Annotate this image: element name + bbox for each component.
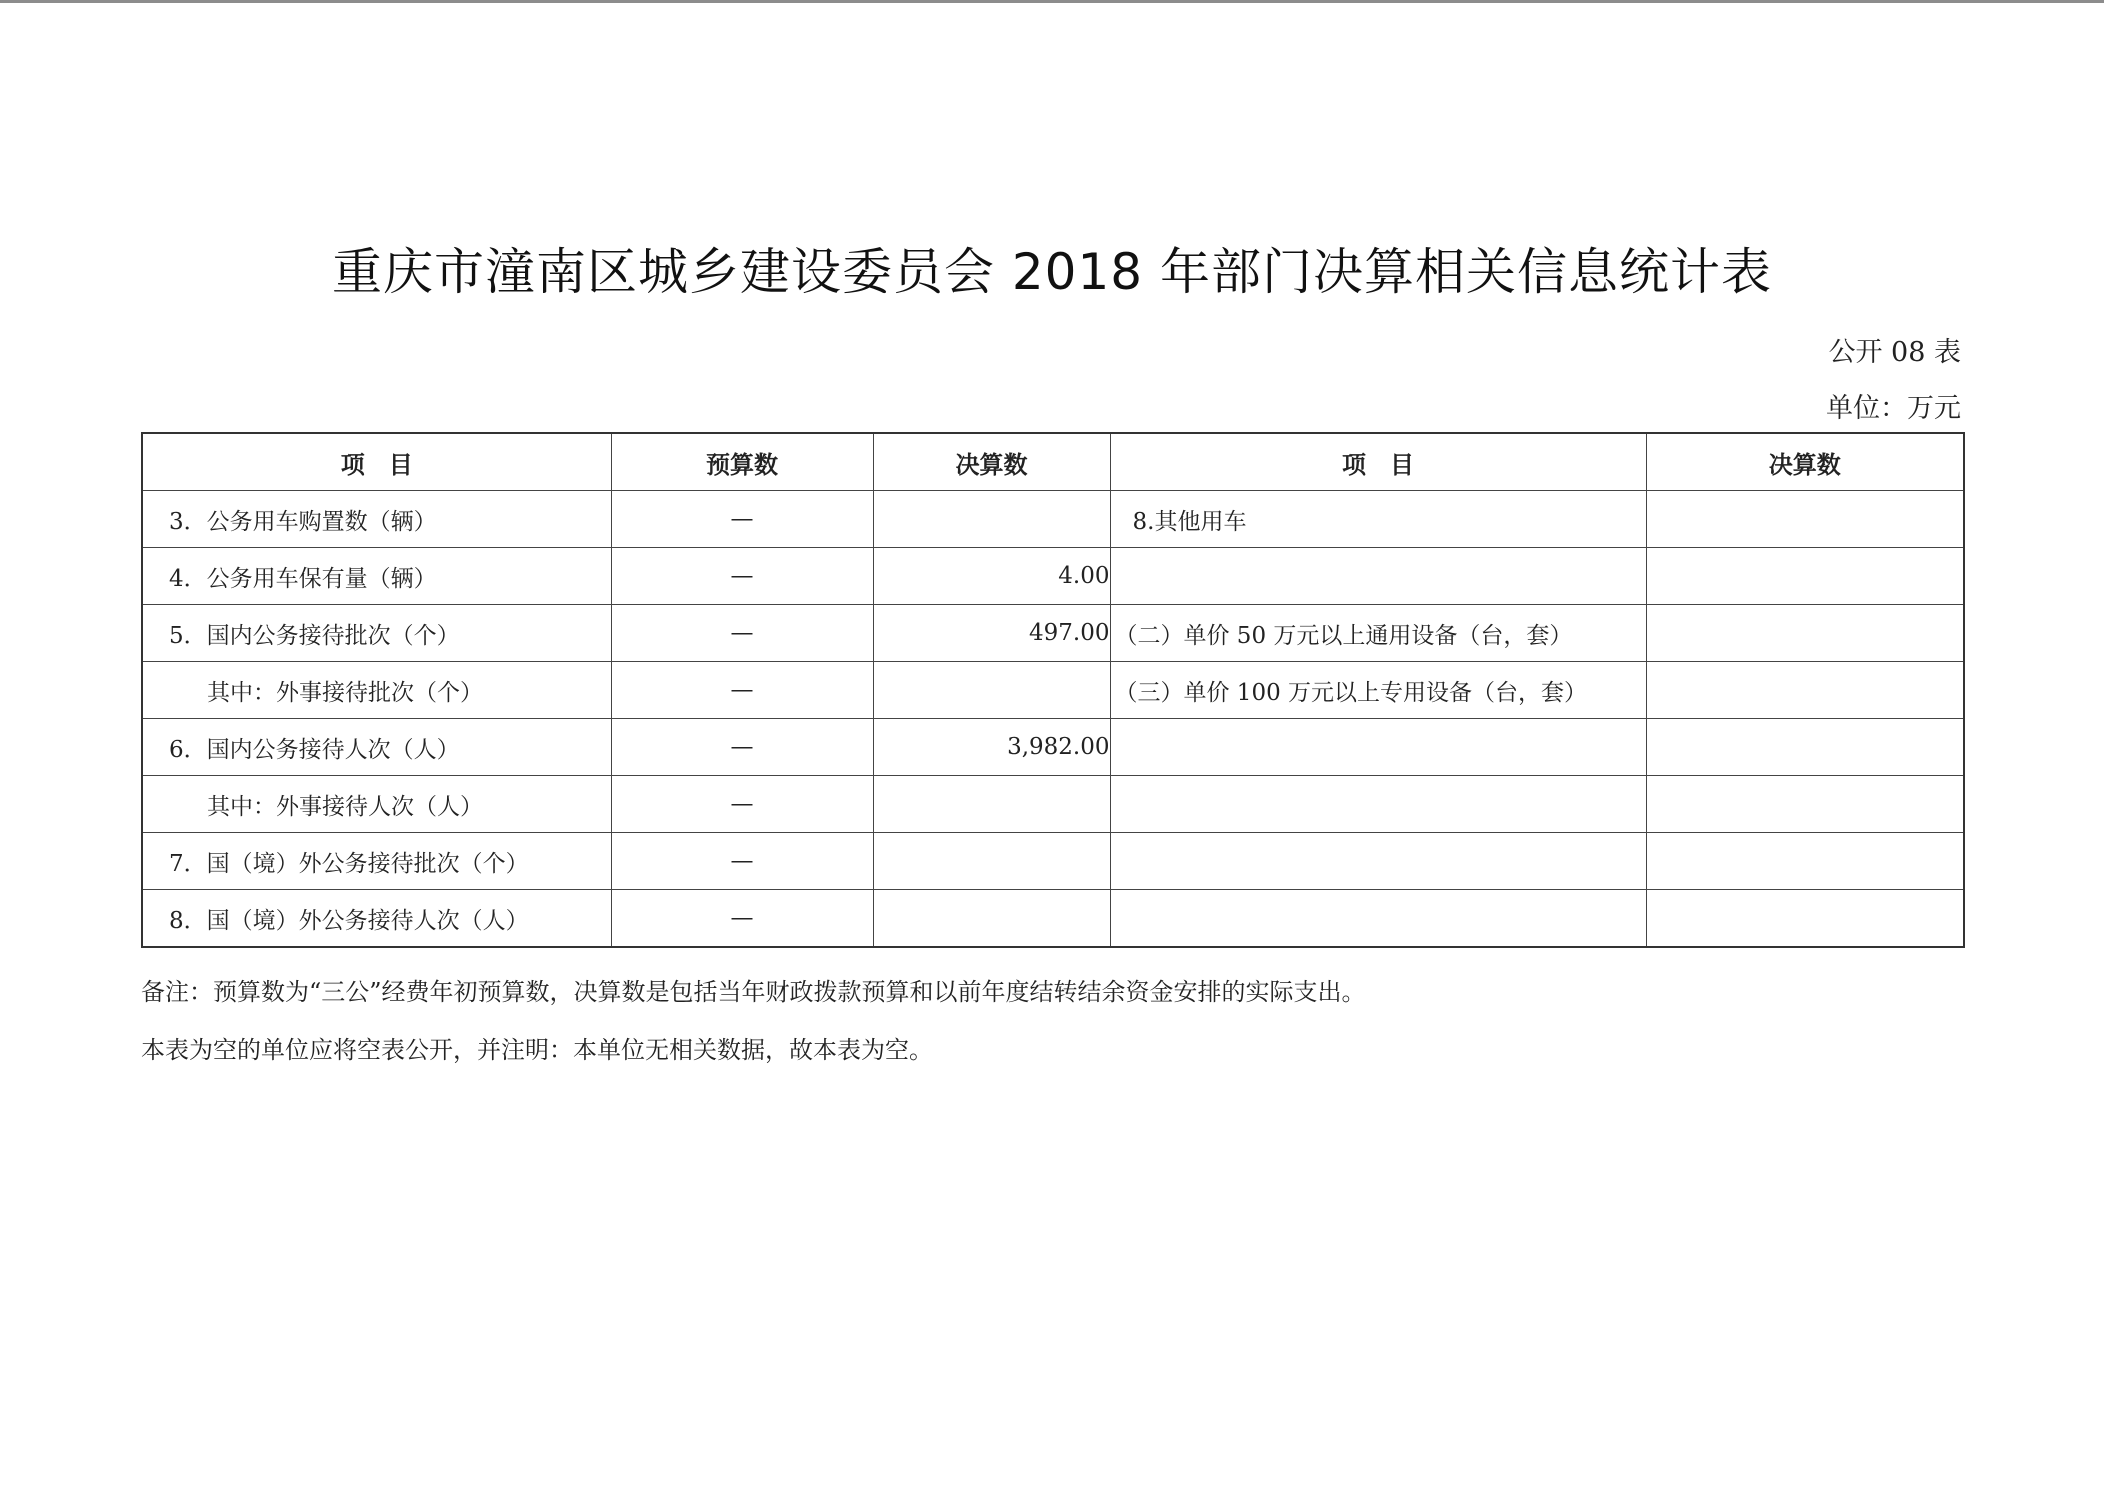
header-item-2: 项 目: [1110, 433, 1646, 491]
row-budget: —: [611, 491, 873, 548]
row-budget: —: [611, 890, 873, 948]
row-final: [873, 491, 1110, 548]
document-title: 重庆市潼南区城乡建设委员会 2018 年部门决算相关信息统计表: [331, 243, 1773, 301]
header-budget: 预算数: [611, 433, 873, 491]
row-final-2: [1646, 890, 1964, 948]
table-header-row: [142, 433, 1964, 491]
form-code: 公开 08 表: [1828, 337, 1961, 368]
table-row: [142, 491, 1964, 548]
row-final-2: [1646, 548, 1964, 605]
row-final: 3,982.00: [873, 719, 1110, 776]
row-item-2: [1110, 890, 1646, 948]
row-item-2: （三）单价 100 万元以上专用设备（台，套）: [1110, 662, 1646, 719]
row-item-2: [1110, 833, 1646, 890]
header-item: 项 目: [142, 433, 611, 491]
row-final: 497.00: [873, 605, 1110, 662]
table-row: [142, 890, 1964, 948]
row-final: [873, 776, 1110, 833]
row-budget: —: [611, 833, 873, 890]
row-item: 7．国（境）外公务接待批次（个）: [142, 833, 611, 890]
row-final-2: [1646, 491, 1964, 548]
table-row: [142, 776, 1964, 833]
table-row: [142, 548, 1964, 605]
row-item-2: （二）单价 50 万元以上通用设备（台，套）: [1110, 605, 1646, 662]
table-row: [142, 662, 1964, 719]
row-item: 其中：外事接待人次（人）: [142, 776, 611, 833]
row-item: 4．公务用车保有量（辆）: [142, 548, 611, 605]
row-budget: —: [611, 662, 873, 719]
row-item: 其中：外事接待批次（个）: [142, 662, 611, 719]
footnote-empty-table: 本表为空的单位应将空表公开，并注明：本单位无相关数据，故本表为空。: [141, 1036, 933, 1064]
row-item: 8．国（境）外公务接待人次（人）: [142, 890, 611, 948]
header-final: 决算数: [873, 433, 1110, 491]
row-item-2: 8.其他用车: [1110, 491, 1646, 548]
header-final-2: 决算数: [1646, 433, 1964, 491]
row-item: 5．国内公务接待批次（个）: [142, 605, 611, 662]
table-row: [142, 605, 1964, 662]
row-item: 3．公务用车购置数（辆）: [142, 491, 611, 548]
table-row: [142, 719, 1964, 776]
unit-label: 单位：万元: [1826, 393, 1961, 424]
row-final-2: [1646, 833, 1964, 890]
footnote-remark: 备注：预算数为“三公”经费年初预算数，决算数是包括当年财政拨款预算和以前年度结转结余资金安排的实际支出。: [141, 978, 1366, 1006]
row-final: [873, 890, 1110, 948]
row-budget: —: [611, 605, 873, 662]
row-budget: —: [611, 548, 873, 605]
row-final-2: [1646, 605, 1964, 662]
row-final-2: [1646, 719, 1964, 776]
row-budget: —: [611, 776, 873, 833]
row-item-2: [1110, 776, 1646, 833]
statistics-table: [141, 432, 1965, 948]
row-item-2: [1110, 548, 1646, 605]
row-final: [873, 662, 1110, 719]
row-item: 6．国内公务接待人次（人）: [142, 719, 611, 776]
top-border-line: [0, 0, 2104, 3]
row-item-2: [1110, 719, 1646, 776]
row-final: [873, 833, 1110, 890]
row-final-2: [1646, 662, 1964, 719]
row-final: 4.00: [873, 548, 1110, 605]
row-final-2: [1646, 776, 1964, 833]
row-budget: —: [611, 719, 873, 776]
table-row: [142, 833, 1964, 890]
